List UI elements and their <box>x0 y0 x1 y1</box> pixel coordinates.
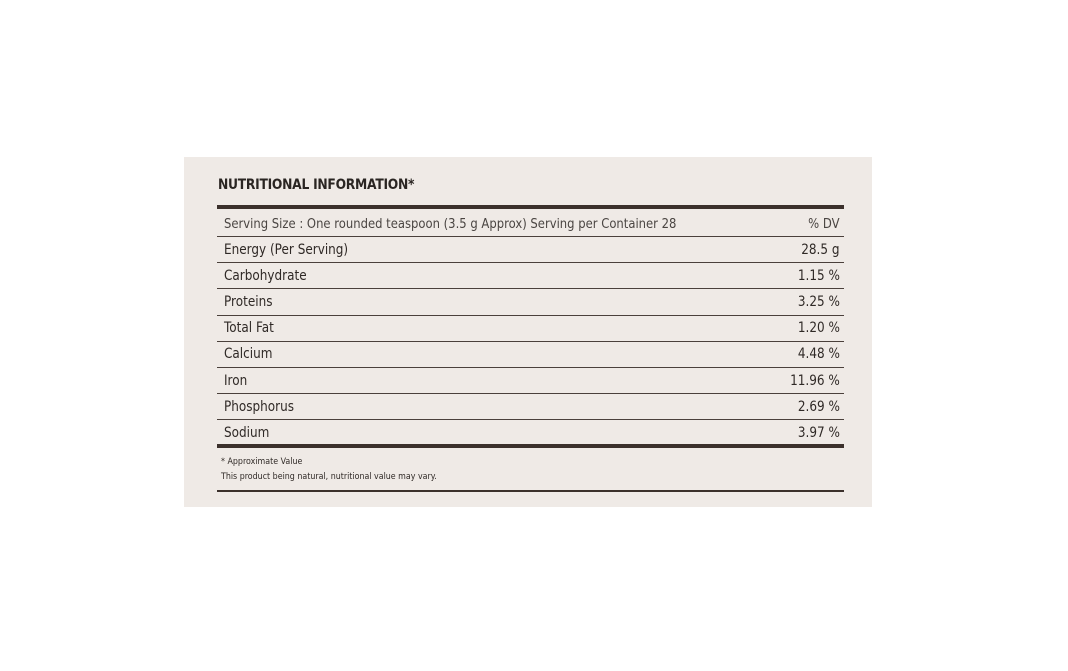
table-row <box>217 289 844 315</box>
top-rule <box>217 205 844 209</box>
table-row <box>217 342 844 368</box>
bottom-rule <box>217 444 844 448</box>
footer-rule <box>217 490 844 492</box>
nutrition-table <box>217 212 844 447</box>
nutrient-value: 11.96 % <box>790 372 840 389</box>
nutrient-name: Sodium <box>224 425 270 442</box>
natural-product-note: This product being natural, nutritional value may vary. <box>221 472 437 482</box>
nutrient-value: 1.20 % <box>797 320 840 337</box>
approximate-value-note: * Approximate Value <box>221 457 303 467</box>
nutrient-value: 1.15 % <box>797 267 840 284</box>
table-row <box>217 368 844 394</box>
nutrient-value: 28.5 g <box>801 241 840 258</box>
nutrient-name: Calcium <box>224 346 273 363</box>
nutrient-name: Carbohydrate <box>224 267 307 284</box>
table-row <box>217 394 844 420</box>
nutrient-value: 2.69 % <box>797 398 840 415</box>
nutrient-value: 3.25 % <box>797 293 840 310</box>
serving-size-label: Serving Size : One rounded teaspoon (3.5 g Approx) Serving per Container 28 <box>224 216 677 232</box>
table-row <box>217 420 844 446</box>
nutrient-value: 3.97 % <box>797 425 840 442</box>
nutrient-name: Energy (Per Serving) <box>224 241 349 258</box>
nutrient-value: 4.48 % <box>797 346 840 363</box>
nutrient-name: Proteins <box>224 293 273 310</box>
table-row <box>217 237 844 263</box>
nutrient-name: Phosphorus <box>224 398 295 415</box>
table-row <box>217 263 844 289</box>
nutrient-name: Iron <box>224 372 248 389</box>
nutrition-label-panel <box>184 157 872 507</box>
nutrition-title: NUTRITIONAL INFORMATION* <box>218 177 415 193</box>
nutrient-name: Total Fat <box>224 320 274 337</box>
serving-size-row <box>217 212 844 237</box>
dv-header: % DV <box>808 216 840 232</box>
table-row <box>217 316 844 342</box>
